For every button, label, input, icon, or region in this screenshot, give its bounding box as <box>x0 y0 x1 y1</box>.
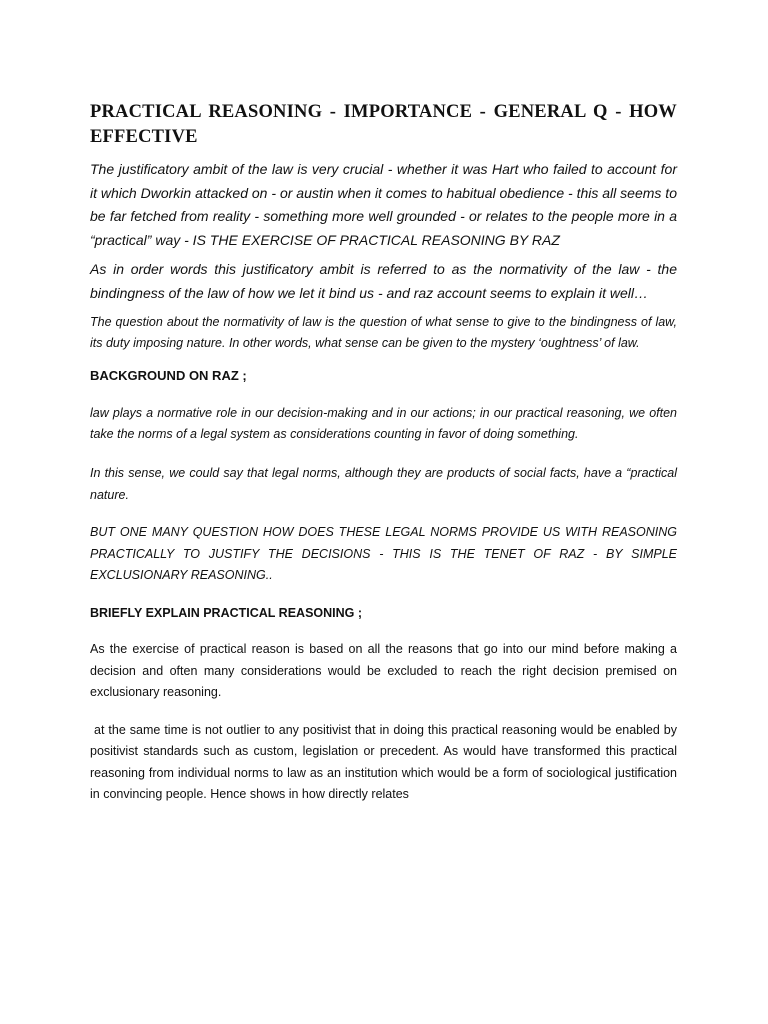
explain-paragraph-2: at the same time is not outlier to any positivist that in doing this practical reasoning would be enabled by positivist standards such as custom, legislation or precedent. As would have transformed this practical reasoning from individual norms to law as an institution which would be a form of sociological justification in convincing people. Hence shows in how directly relates <box>90 722 681 802</box>
background-paragraph-1: law plays a normative role in our decision-making and in our actions; in our practical reasoning, we often take the norms of a legal system as considerations counting in favor of doing something. <box>90 405 677 442</box>
background-paragraph-2: In this sense, we could say that legal norms, although they are products of social facts, have a “practical nature. <box>90 465 677 502</box>
document-page <box>90 100 681 822</box>
intro-paragraph-2: As in order words this justificatory ambit is referred to as the normativity of the law - the bindingness of the law of how we let it bind us - and raz account seems to explain it well… <box>90 261 677 301</box>
section-heading-briefly: BRIEFLY EXPLAIN PRACTICAL REASONING ; <box>90 605 363 620</box>
section-heading-background: BACKGROUND ON RAZ ; <box>90 367 247 383</box>
explain-paragraph-1: As the exercise of practical reason is based on all the reasons that go into our mind before making a decision and often many considerations would be excluded to reach the right decision premised on exclusionary reasoning. <box>90 641 677 700</box>
intro-paragraph-1: The justificatory ambit of the law is very crucial - whether it was Hart who failed to account for it which Dworkin attacked on - or austin when it comes to habitual obedience - this all seems to be far fetched from reality - something more well grounded - or relates to the people more in a “practical” way - IS THE EXERCISE OF PRACTICAL REASONING BY RAZ <box>90 161 677 248</box>
background-paragraph-3: BUT ONE MANY QUESTION HOW DOES THESE LEGAL NORMS PROVIDE US WITH REASONING PRACTICALLY TO JUSTIFY THE DECISIONS - THIS IS THE TENET OF RAZ - BY SIMPLE EXCLUSIONARY REASONING.. <box>90 525 677 583</box>
intro-paragraph-3: The question about the normativity of law is the question of what sense to give to the bindingness of law, its duty imposing nature. In other words, what sense can be given to the mystery ‘oughtness’ of law. <box>90 314 677 351</box>
document-title: PRACTICAL REASONING - IMPORTANCE - GENERAL Q - HOW EFFECTIVE <box>90 102 677 147</box>
